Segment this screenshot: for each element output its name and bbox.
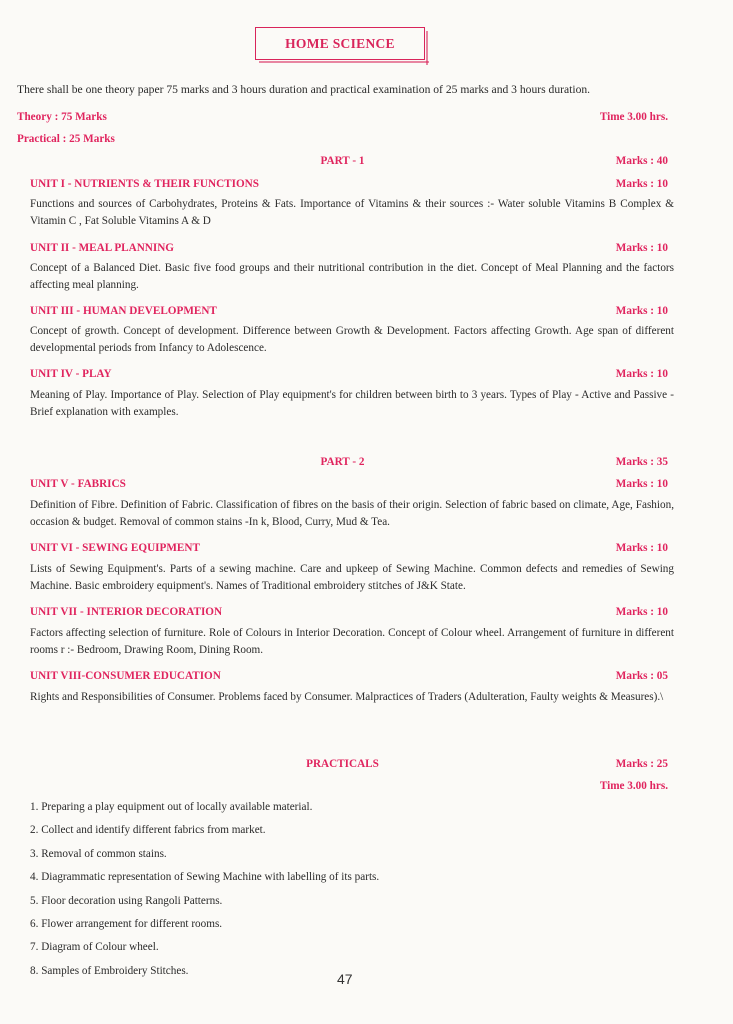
practical-row	[17, 133, 668, 149]
unit-heading	[30, 478, 668, 494]
practicals-heading	[17, 758, 668, 774]
unit-heading	[30, 670, 668, 686]
intro-text: There shall be one theory paper 75 marks and 3 hours duration and practical examination of 25 marks and 3 hours duration.	[17, 83, 591, 96]
unit-description: Rights and Responsibilities of Consumer. Problems faced by Consumer. Malpractices of Traders (Adulteration, Faulty weights & Measures).\	[30, 691, 664, 703]
part1-title: PART - 1	[320, 155, 365, 167]
practicals-marks: Marks : 25	[615, 758, 668, 770]
practicals-time: Time 3.00 hrs.	[599, 780, 668, 792]
theory-time-label: Time 3.00 hrs.	[599, 111, 668, 123]
part2-marks: Marks : 35	[615, 456, 668, 468]
unit-marks: Marks : 10	[615, 242, 668, 254]
part2-heading	[17, 456, 668, 472]
unit-heading	[30, 606, 668, 622]
unit-description: Concept of growth. Concept of development. Difference between Growth & Development. Factors affecting Growth. Age span of different developmental periods from Infancy to Adolescence.	[30, 325, 674, 354]
unit-marks: Marks : 10	[615, 368, 668, 380]
list-item: 6. Flower arrangement for different rooms.	[30, 917, 223, 930]
list-item: 5. Floor decoration using Rangoli Patterns.	[30, 894, 223, 907]
practicals-title: PRACTICALS	[306, 758, 379, 770]
unit-description: Functions and sources of Carbohydrates, Proteins & Fats. Importance of Vitamins & their sources :- Water soluble Vitamins B Complex & Vitamin C , Fat Soluble Vitamins A & D	[30, 198, 674, 227]
unit-title: UNIT V - FABRICS	[30, 478, 126, 490]
practical-label: Practical : 25 Marks	[17, 133, 115, 145]
practical-list	[30, 799, 379, 986]
unit-description: Lists of Sewing Equipment's. Parts of a sewing machine. Care and upkeep of Sewing Machine. Common defects and remedies of Sewing Machine. Basic embroidery equipment's. Names of Traditional embroidery stitches of J&K State.	[30, 563, 674, 592]
part1-heading	[17, 155, 668, 171]
unit-title: UNIT I - NUTRIENTS & THEIR FUNCTIONS	[30, 178, 259, 190]
unit-marks: Marks : 10	[615, 542, 668, 554]
unit-heading	[30, 242, 668, 258]
page-number: 47	[337, 971, 353, 987]
list-item: 7. Diagram of Colour wheel.	[30, 941, 159, 954]
unit-description: Meaning of Play. Importance of Play. Selection of Play equipment's for children between birth to 3 years. Types of Play - Active and Passive -Brief explanation with examples.	[30, 389, 674, 418]
unit-title: UNIT II - MEAL PLANNING	[30, 242, 175, 254]
unit-marks: Marks : 10	[615, 305, 668, 317]
unit-marks: Marks : 10	[615, 478, 668, 490]
theory-label: Theory : 75 Marks	[17, 111, 107, 123]
part1-marks: Marks : 40	[615, 155, 668, 167]
title-box	[255, 27, 425, 60]
unit-title: UNIT VII - INTERIOR DECORATION	[30, 606, 223, 618]
list-item: 4. Diagrammatic representation of Sewing Machine with labelling of its parts.	[30, 871, 380, 884]
unit-marks: Marks : 05	[615, 670, 668, 682]
unit-title: UNIT VI - SEWING EQUIPMENT	[30, 542, 200, 554]
part2-title: PART - 2	[320, 456, 365, 468]
list-item: 2. Collect and identify different fabrics from market.	[30, 824, 266, 837]
practicals-time-row	[17, 780, 668, 796]
unit-heading	[30, 305, 668, 321]
unit-title: UNIT VIII-CONSUMER EDUCATION	[30, 670, 221, 682]
unit-description: Factors affecting selection of furniture. Role of Colours in Interior Decoration. Concept of Colour wheel. Arrangement of furniture in different rooms r :- Bedroom, Drawing Room, Dining Room.	[30, 627, 674, 656]
unit-heading	[30, 368, 668, 384]
unit-title: UNIT III - HUMAN DEVELOPMENT	[30, 305, 217, 317]
unit-description: Concept of a Balanced Diet. Basic five food groups and their nutritional contribution in the diet. Concept of Meal Planning and the factors affecting meal planning.	[30, 262, 674, 291]
theory-row	[17, 111, 668, 127]
unit-description: Definition of Fibre. Definition of Fabric. Classification of fibres on the basis of their origin. Selection of fabric based on climate, Age, Fashion, occasion & budget. Removal of common stains -In k, Blood, Curry, Mud & Tea.	[30, 499, 674, 528]
page-title: HOME SCIENCE	[285, 35, 395, 51]
list-item: 8. Samples of Embroidery Stitches.	[30, 964, 189, 977]
list-item: 3. Removal of common stains.	[30, 847, 167, 860]
unit-heading	[30, 542, 668, 558]
unit-heading	[30, 178, 668, 194]
unit-title: UNIT IV - PLAY	[30, 368, 112, 380]
unit-marks: Marks : 10	[615, 178, 668, 190]
list-item: 1. Preparing a play equipment out of locally available material.	[30, 801, 313, 813]
unit-marks: Marks : 10	[615, 606, 668, 618]
